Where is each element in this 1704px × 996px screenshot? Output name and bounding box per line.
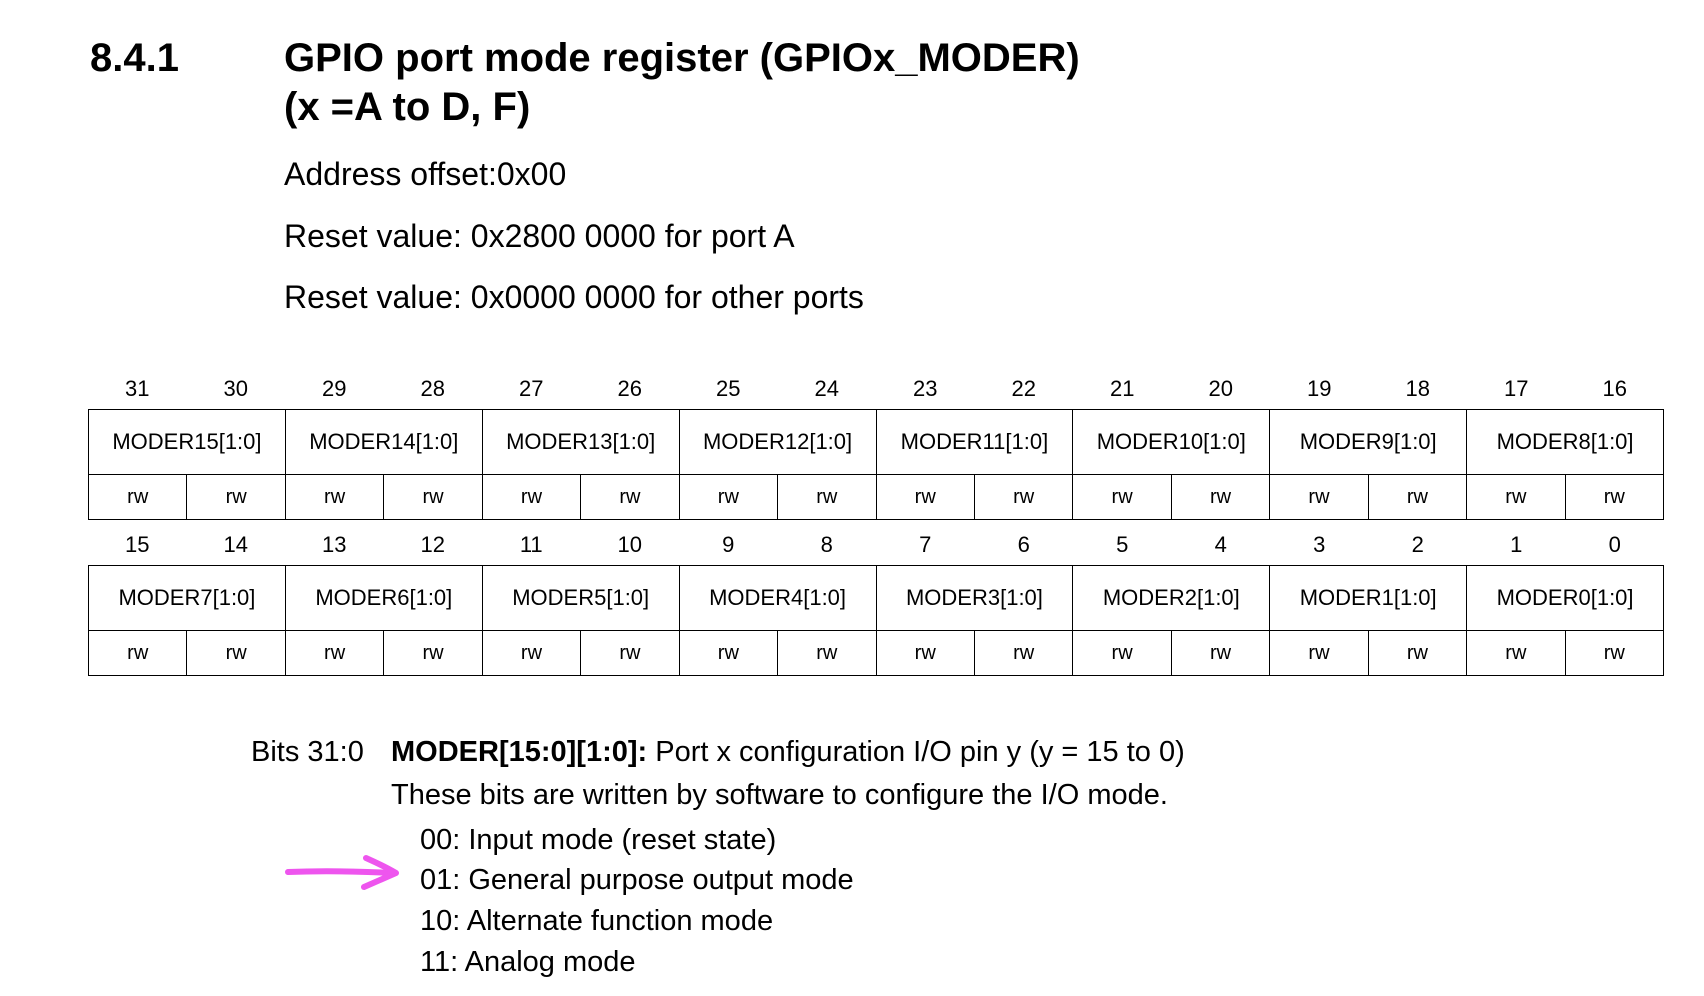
access-type: rw (876, 475, 974, 520)
register-field: MODER10[1:0] (1073, 410, 1270, 475)
register-field: MODER1[1:0] (1270, 566, 1467, 631)
register-field: MODER8[1:0] (1467, 410, 1664, 475)
access-type: rw (384, 475, 482, 520)
register-table-lower (88, 565, 1664, 676)
register-field: MODER9[1:0] (1270, 410, 1467, 475)
access-type: rw (482, 631, 580, 676)
access-type: rw (1565, 475, 1663, 520)
access-row-lower (89, 631, 1664, 676)
bit-number: 22 (1011, 376, 1036, 401)
bit-number: 19 (1307, 376, 1332, 401)
bit-number: 2 (1411, 532, 1424, 557)
register-table-upper (88, 409, 1664, 520)
access-type: rw (1073, 631, 1171, 676)
access-type: rw (778, 631, 876, 676)
address-offset: Address offset:0x00 (284, 156, 567, 192)
bit-number: 3 (1313, 532, 1326, 557)
section-number: 8.4.1 (90, 36, 179, 80)
section-title-line-1: GPIO port mode register (GPIOx_MODER) (284, 36, 1080, 80)
bit-number: 31 (125, 376, 150, 401)
bit-number: 18 (1405, 376, 1430, 401)
register-field: MODER6[1:0] (285, 566, 482, 631)
bit-number: 23 (913, 376, 938, 401)
register-field: MODER11[1:0] (876, 410, 1073, 475)
access-type: rw (1467, 475, 1565, 520)
register-field: MODER5[1:0] (482, 566, 679, 631)
bit-number: 5 (1116, 532, 1129, 557)
mode-item: 10: Alternate function mode (420, 905, 774, 937)
bit-number: 29 (322, 376, 347, 401)
register-field: MODER2[1:0] (1073, 566, 1270, 631)
access-type: rw (679, 631, 777, 676)
access-type: rw (285, 475, 383, 520)
mode-item: 01: General purpose output mode (420, 864, 854, 896)
bit-number: 10 (617, 532, 642, 557)
register-field: MODER4[1:0] (679, 566, 876, 631)
bit-number: 12 (420, 532, 445, 557)
access-type: rw (1368, 631, 1466, 676)
access-type: rw (1467, 631, 1565, 676)
field-row-lower (89, 566, 1664, 631)
access-type: rw (1368, 475, 1466, 520)
bit-number: 14 (223, 532, 248, 557)
register-field: MODER12[1:0] (679, 410, 876, 475)
access-type: rw (974, 631, 1072, 676)
bit-number: 4 (1214, 532, 1227, 557)
access-type: rw (876, 631, 974, 676)
register-field: MODER15[1:0] (89, 410, 286, 475)
bit-number: 17 (1504, 376, 1529, 401)
register-field: MODER7[1:0] (89, 566, 286, 631)
access-type: rw (1270, 631, 1368, 676)
reset-value-port-a: Reset value: 0x2800 0000 for port A (284, 218, 795, 254)
register-upper-half (88, 369, 1664, 520)
access-type: rw (1565, 631, 1663, 676)
bit-number: 25 (716, 376, 741, 401)
bit-number: 0 (1608, 532, 1621, 557)
access-type: rw (1270, 475, 1368, 520)
bits-range-label: Bits 31:0 (251, 736, 364, 768)
bit-number: 30 (223, 376, 248, 401)
access-type: rw (778, 475, 876, 520)
mode-item: 11: Analog mode (420, 946, 636, 978)
field-row-upper (89, 410, 1664, 475)
bit-number: 24 (814, 376, 839, 401)
access-type: rw (187, 475, 285, 520)
access-type: rw (679, 475, 777, 520)
register-field: MODER3[1:0] (876, 566, 1073, 631)
bit-number: 1 (1510, 532, 1523, 557)
bit-number: 16 (1602, 376, 1627, 401)
field-summary: Port x configuration I/O pin y (y = 15 to 0) (655, 736, 1185, 768)
access-row-upper (89, 475, 1664, 520)
register-field: MODER14[1:0] (285, 410, 482, 475)
access-type: rw (1073, 475, 1171, 520)
reset-value-other-ports: Reset value: 0x0000 0000 for other ports (284, 279, 864, 315)
bit-number: 6 (1017, 532, 1030, 557)
section-title-line-2: (x =A to D, F) (284, 85, 531, 129)
access-type: rw (89, 631, 187, 676)
bit-number: 27 (519, 376, 544, 401)
bit-number: 15 (125, 532, 150, 557)
access-type: rw (187, 631, 285, 676)
bit-number: 28 (420, 376, 445, 401)
register-lower-half (88, 525, 1664, 676)
access-type: rw (285, 631, 383, 676)
access-type: rw (1171, 475, 1269, 520)
access-type: rw (384, 631, 482, 676)
bit-number: 8 (820, 532, 833, 557)
access-type: rw (581, 631, 679, 676)
bit-number: 21 (1110, 376, 1135, 401)
field-description-heading (391, 734, 1185, 770)
field-detail: These bits are written by software to configure the I/O mode. (391, 779, 1168, 811)
hand-drawn-arrow-icon (284, 852, 404, 892)
access-type: rw (1171, 631, 1269, 676)
access-type: rw (482, 475, 580, 520)
register-field: MODER0[1:0] (1467, 566, 1664, 631)
mode-item: 00: Input mode (reset state) (420, 824, 777, 856)
register-field: MODER13[1:0] (482, 410, 679, 475)
bit-number: 11 (519, 532, 543, 557)
field-name: MODER[15:0][1:0]: (391, 736, 648, 768)
bit-number-row-upper (88, 369, 1664, 409)
bit-number: 20 (1208, 376, 1233, 401)
access-type: rw (89, 475, 187, 520)
bit-number: 7 (919, 532, 932, 557)
bit-number: 13 (322, 532, 347, 557)
access-type: rw (974, 475, 1072, 520)
bit-number: 26 (617, 376, 642, 401)
bit-number: 9 (722, 532, 735, 557)
access-type: rw (581, 475, 679, 520)
bit-number-row-lower (88, 525, 1664, 565)
section-title (284, 34, 1080, 132)
